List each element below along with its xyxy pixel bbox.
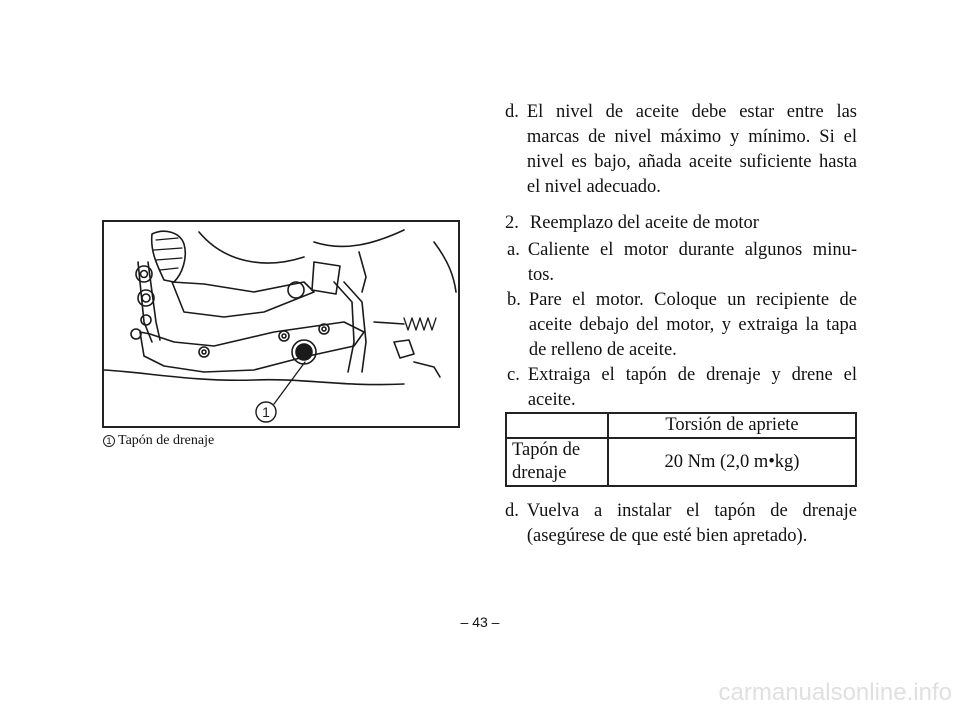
section-oil-replacement <box>505 211 857 413</box>
callout-number: 1 <box>262 404 270 420</box>
caption-number: 1 <box>103 435 115 447</box>
step-c <box>505 363 857 413</box>
step-b <box>505 288 857 363</box>
torque-row-label: Tapón de drenaje <box>506 438 608 486</box>
step-label: c. <box>507 365 520 385</box>
torque-header: Torsión de apriete <box>608 413 856 438</box>
drain-plug-illustration <box>102 220 460 428</box>
section-title: Reemplazo del aceite de motor <box>529 213 759 233</box>
step-d-oil-level <box>505 100 857 200</box>
step-text: Extraiga el tapón de drenaje y drene el aceite. <box>527 365 857 410</box>
torque-row-value: 20 Nm (2,0 m•kg) <box>608 438 856 486</box>
torque-header-row <box>506 413 856 438</box>
step-text: Vuelva a instalar el tapón de drenaje (asegúrese de que esté bien apretado). <box>526 501 857 546</box>
step-text: Caliente el motor durante algunos minu- tos. <box>527 240 857 285</box>
section-number: 2. <box>505 213 519 233</box>
watermark: carmanualsonline.info <box>718 679 952 706</box>
figure-caption <box>103 433 214 449</box>
step-label: b. <box>507 290 521 310</box>
engine-drawing <box>104 222 458 426</box>
torque-table <box>505 412 857 487</box>
step-label: d. <box>505 102 519 122</box>
step-text: El nivel de aceite debe estar entre las marcas de nivel máximo y mínimo. Si el nivel es bajo, añada aceite suficiente hasta el nivel adecuado. <box>526 102 857 197</box>
page-number: – 43 – <box>460 614 500 630</box>
step-a <box>505 238 857 288</box>
step-label: a. <box>507 240 520 260</box>
step-d-reinstall <box>505 499 857 549</box>
step-label: d. <box>505 501 519 521</box>
torque-data-row <box>506 438 856 486</box>
table-corner-cell <box>506 413 608 438</box>
step-text: Pare el motor. Coloque un recipiente de aceite debajo del motor, y extraiga la tapa de relleno de aceite. <box>528 290 857 360</box>
caption-text: Tapón de drenaje <box>118 433 215 448</box>
